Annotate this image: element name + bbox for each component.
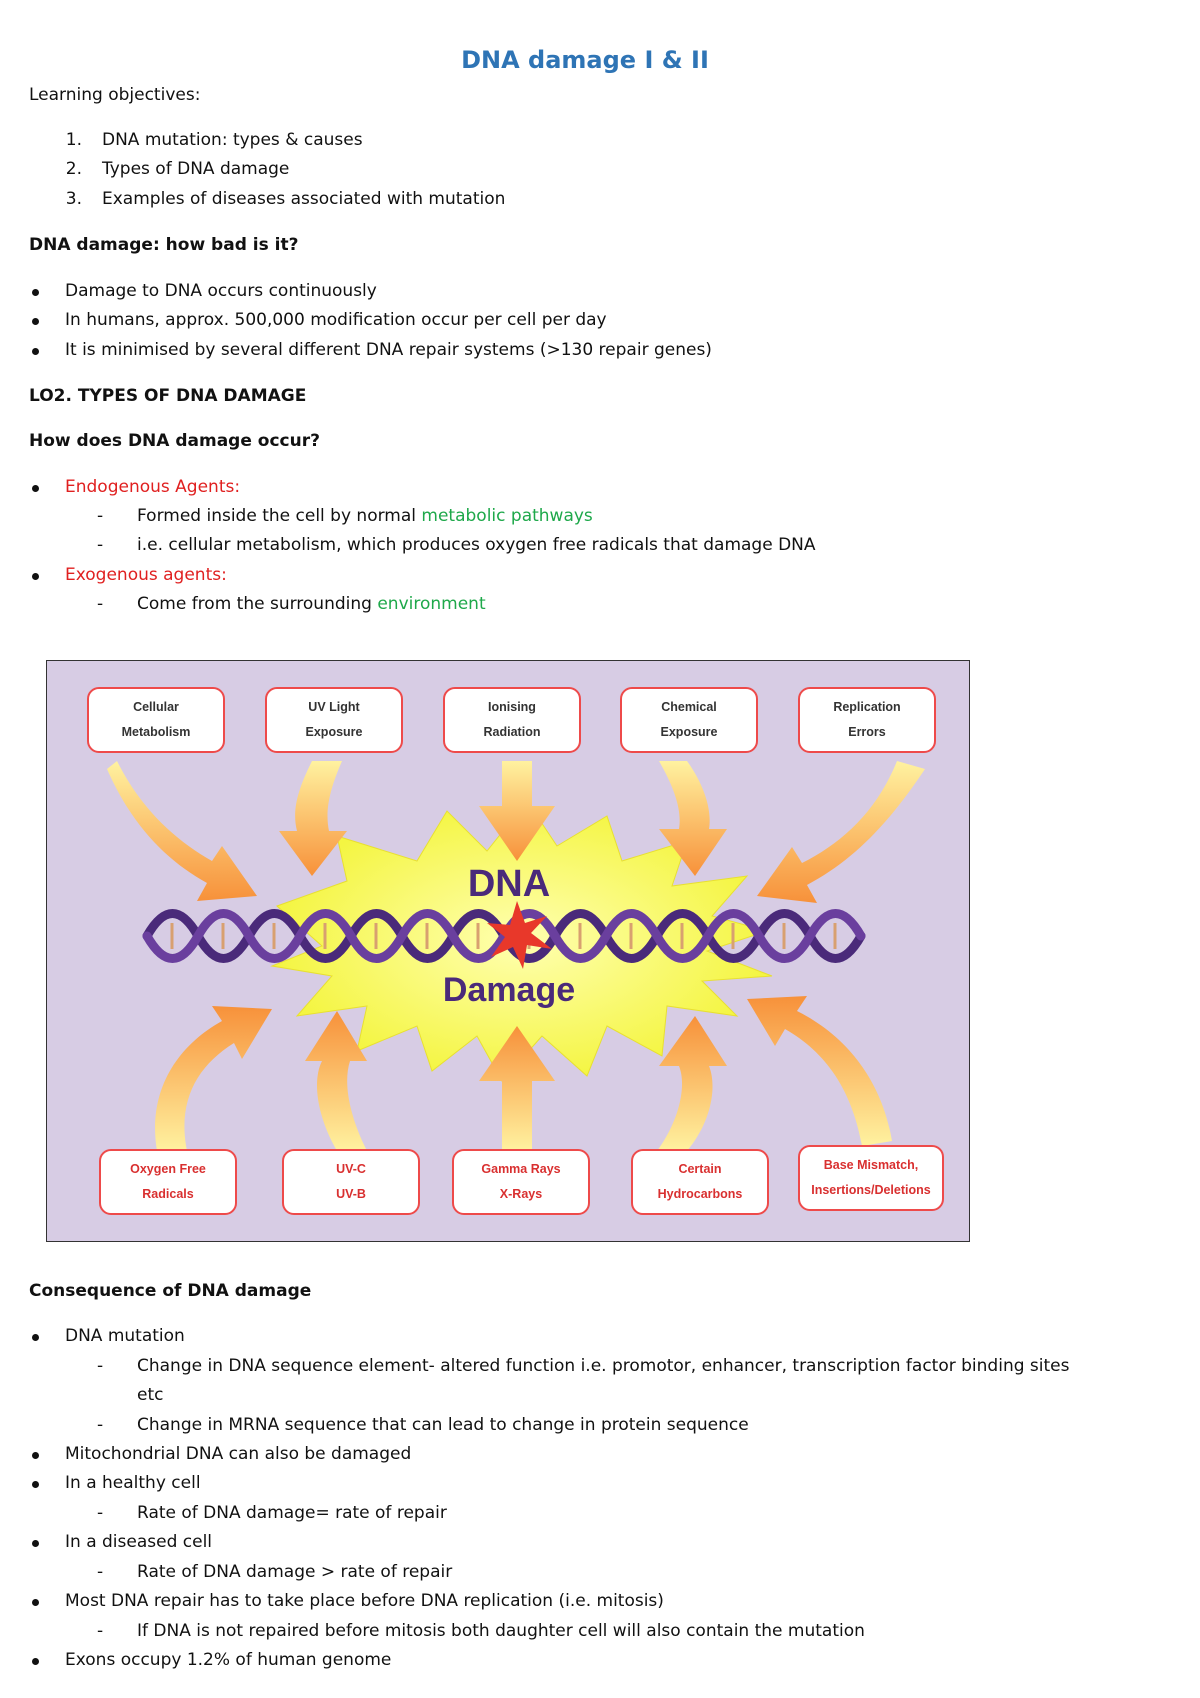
box-uv-c-uv-b [282, 1149, 420, 1215]
box-ionising-radiation [443, 687, 581, 753]
bullet-dot [32, 1452, 39, 1459]
box-label-line1: Certain [678, 1162, 722, 1176]
bullet-dot [32, 1334, 39, 1341]
dash-marker: - [97, 535, 104, 555]
sub-item: Change in MRNA sequence that can lead to change in protein sequence [137, 1415, 749, 1435]
arrow-uv-c-uv-b [305, 1011, 367, 1151]
box-label-line1: Ionising [488, 700, 536, 714]
bullet-item: In humans, approx. 500,000 modification occur per cell per day [65, 310, 607, 330]
list-item: Types of DNA damage [102, 159, 290, 179]
arrow-base-mismatch [747, 996, 892, 1146]
arrow-cellular-metabolism [107, 761, 257, 901]
box-replication-errors [798, 687, 936, 753]
how-bad-heading: DNA damage: how bad is it? [29, 235, 299, 255]
endogenous-sub1: Formed inside the cell by normal metabolic pathways [137, 506, 593, 526]
bullet-dot [32, 1540, 39, 1547]
box-label-line2: Metabolism [121, 725, 191, 739]
bullet-item: DNA mutation [65, 1326, 185, 1346]
box-base-mismatch [798, 1145, 944, 1211]
arrow-replication-errors [757, 761, 925, 903]
dash-marker: - [97, 1503, 104, 1523]
box-certain-hydrocarbons [631, 1149, 769, 1215]
dash-marker: - [97, 1621, 104, 1641]
bullet-dot [32, 573, 39, 580]
box-label-line1: Gamma Rays [481, 1162, 561, 1176]
center-damage-text: Damage [442, 971, 576, 1009]
arrow-oxygen-free-radicals [155, 1006, 272, 1151]
learning-objectives-heading: Learning objectives: [29, 85, 201, 105]
bullet-dot [32, 1481, 39, 1488]
lo2-heading: LO2. TYPES OF DNA DAMAGE [29, 386, 307, 406]
dna-damage-diagram [46, 660, 970, 1242]
box-label-line2: Exposure [660, 725, 718, 739]
box-chemical-exposure [620, 687, 758, 753]
box-label-line1: Chemical [661, 700, 717, 714]
dash-marker: - [97, 1562, 104, 1582]
bullet-item: Most DNA repair has to take place before DNA replication (i.e. mitosis) [65, 1591, 664, 1611]
box-label-line1: UV Light [308, 700, 360, 714]
arrow-hydrocarbons [657, 1016, 727, 1151]
box-label-line2: X-Rays [499, 1187, 543, 1201]
how-occur-heading: How does DNA damage occur? [29, 431, 320, 451]
bullet-item: Mitochondrial DNA can also be damaged [65, 1444, 412, 1464]
page-title: DNA damage I & II [461, 46, 709, 74]
bullet-dot [32, 289, 39, 296]
arrow-uv-light [279, 761, 347, 876]
sub-item: Rate of DNA damage > rate of repair [137, 1562, 453, 1582]
consequence-heading: Consequence of DNA damage [29, 1281, 312, 1301]
box-label-line2: Hydrocarbons [657, 1187, 743, 1201]
box-label-line1: UV-C [336, 1162, 366, 1176]
list-item: Examples of diseases associated with mutation [102, 189, 506, 209]
bullet-item: In a healthy cell [65, 1473, 201, 1493]
bullet-dot [32, 1599, 39, 1606]
box-label-line1: Replication [833, 700, 901, 714]
list-number: 2. [65, 159, 82, 179]
box-label-line2: Radiation [483, 725, 541, 739]
box-label-line2: Radicals [142, 1187, 194, 1201]
box-label-line1: Base Mismatch, [823, 1158, 919, 1172]
center-dna-text: DNA [467, 863, 551, 905]
bullet-item: Damage to DNA occurs continuously [65, 281, 377, 301]
endogenous-sub2: i.e. cellular metabolism, which produces oxygen free radicals that damage DNA [137, 535, 816, 555]
bullet-dot [32, 348, 39, 355]
exogenous-label: Exogenous agents: [65, 565, 227, 585]
bullet-item: Exons occupy 1.2% of human genome [65, 1650, 392, 1670]
bullet-dot [32, 318, 39, 325]
bullet-dot [32, 1658, 39, 1665]
box-label-line2: Insertions/Deletions [811, 1183, 931, 1197]
box-oxygen-free-radicals [99, 1149, 237, 1215]
list-number: 3. [65, 189, 82, 209]
box-gamma-x-rays [452, 1149, 590, 1215]
endogenous-label: Endogenous Agents: [65, 477, 241, 497]
dash-marker: - [97, 594, 104, 614]
dash-marker: - [97, 506, 104, 526]
sub-item: If DNA is not repaired before mitosis both daughter cell will also contain the mutation [137, 1621, 865, 1641]
list-number: 1. [65, 130, 82, 150]
box-label-line1: Oxygen Free [130, 1162, 206, 1176]
dash-marker: - [97, 1356, 104, 1376]
dash-marker: - [97, 1415, 104, 1435]
exogenous-sub1: Come from the surrounding environment [137, 594, 486, 614]
box-label-line2: Exposure [305, 725, 363, 739]
box-label-line2: Errors [848, 725, 886, 739]
box-label-line2: UV-B [336, 1187, 366, 1201]
box-cellular-metabolism [87, 687, 225, 753]
list-item: DNA mutation: types & causes [102, 130, 363, 150]
box-label-line1: Cellular [133, 700, 179, 714]
bullet-item: It is minimised by several different DNA repair systems (>130 repair genes) [65, 340, 712, 360]
sub-item: Rate of DNA damage= rate of repair [137, 1503, 447, 1523]
box-uv-light-exposure [265, 687, 403, 753]
bullet-dot [32, 485, 39, 492]
sub-item: Change in DNA sequence element- altered function i.e. promotor, enhancer, transcription factor binding sites [137, 1356, 1070, 1376]
sub-item-continued: etc [137, 1385, 164, 1405]
bullet-item: In a diseased cell [65, 1532, 213, 1552]
